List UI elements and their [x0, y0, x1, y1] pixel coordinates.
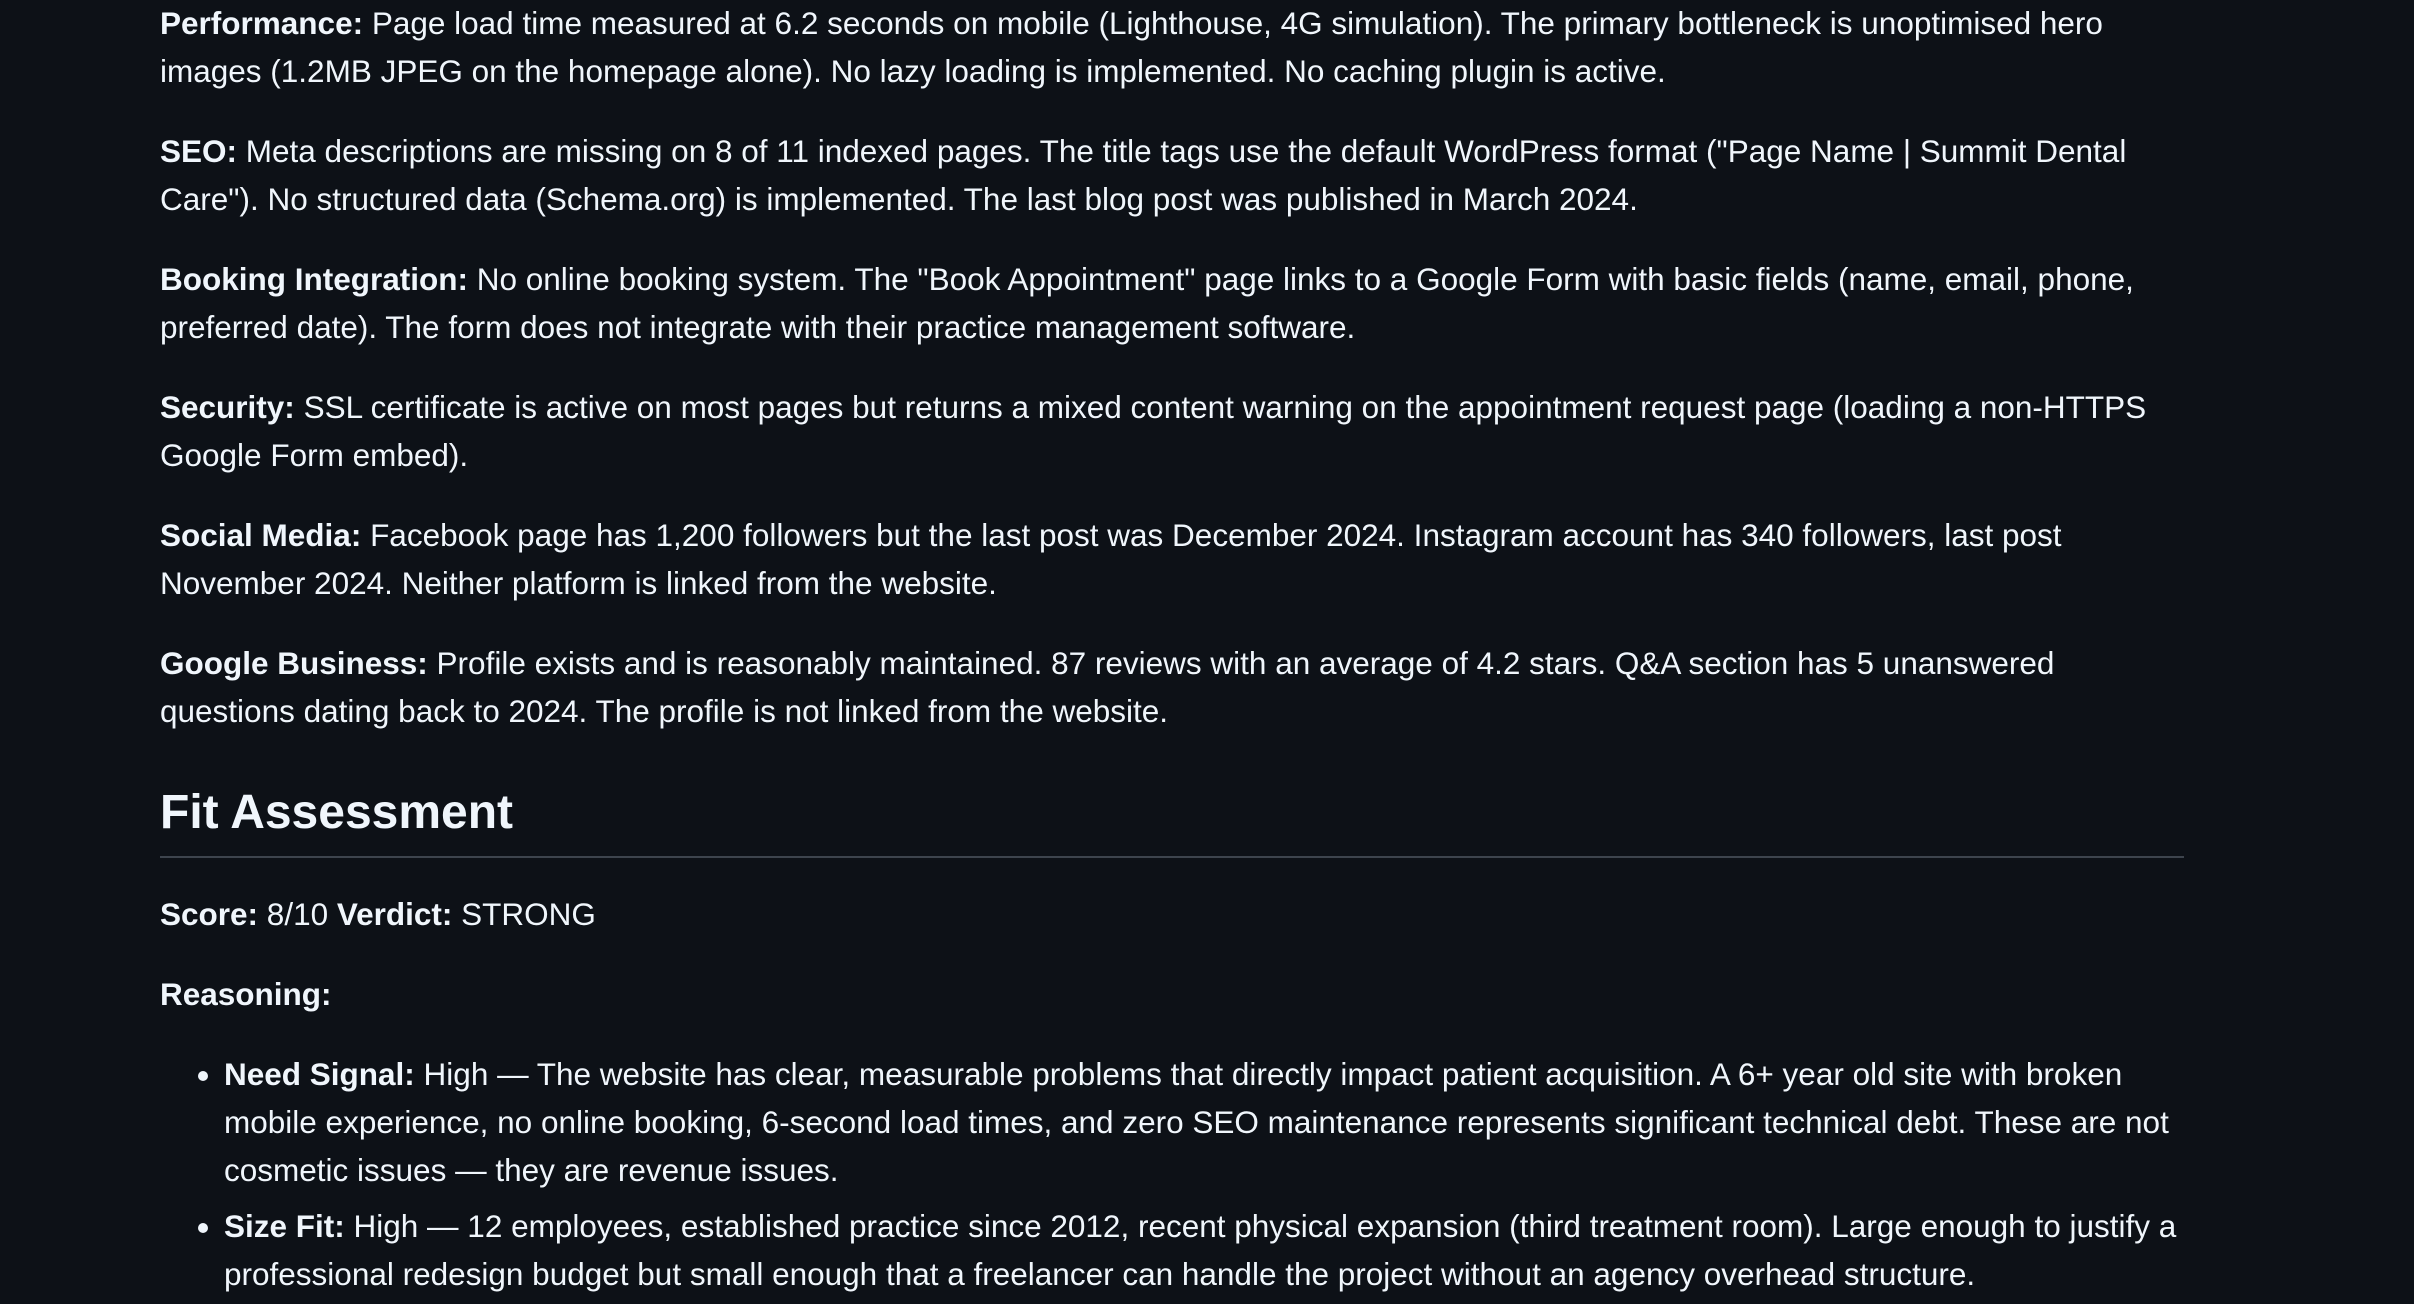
finding-security: Security: SSL certificate is active on most pages but returns a mixed content warning on the appointment request page (loading a non-HTTPS Google Form embed).: [160, 389, 2147, 473]
finding-seo: SEO: Meta descriptions are missing on 8 of 11 indexed pages. The title tags use the default WordPress format ("Page Name | Summit Dental Care"). No structured data (Schema.org) is implemented. The last blog post was published in March 2024.: [160, 133, 2127, 217]
finding-google-business: Google Business: Profile exists and is reasonably maintained. 87 reviews with an average of 4.2 stars. Q&A section has 5 unanswered questions dating back to 2024. The profile is not linked from the website.: [160, 645, 2055, 729]
list-item: • Size Fit: High — 12 employees, established practice since 2012, recent physical expansion (third treatment room). Large enough to justify a professional redesign budget but small enough that a freelancer can handle the project without an agency overhead structure.: [224, 1202, 2184, 1298]
finding-booking: Booking Integration: No online booking system. The "Book Appointment" page links to a Google Form with basic fields (name, email, phone, preferred date). The form does not integrate with their practice management software.: [160, 261, 2134, 345]
list-item: • Need Signal: High — The website has clear, measurable problems that directly impact patient acquisition. A 6+ year old site with broken mobile experience, no online booking, 6-second load times, and zero SEO maintenance represents significant technical debt. These are not cosmetic issues — they are revenue issues.: [224, 1050, 2184, 1194]
finding-performance: Performance: Page load time measured at 6.2 seconds on mobile (Lighthouse, 4G simulation). The primary bottleneck is unoptimised hero images (1.2MB JPEG on the homepage alone). No lazy loading is implemented. No caching plugin is active.: [160, 5, 2103, 89]
score-verdict: Score: 8/10 Verdict: STRONG: [160, 896, 596, 932]
document-content: [160, 0, 2184, 1298]
reasoning-list: [160, 1050, 2184, 1298]
fit-assessment-heading: Fit Assessment: [160, 783, 2184, 858]
reasoning-label: Reasoning:: [160, 976, 332, 1012]
finding-social: Social Media: Facebook page has 1,200 followers but the last post was December 2024. Instagram account has 340 followers, last post November 2024. Neither platform is linked from the website.: [160, 517, 2062, 601]
